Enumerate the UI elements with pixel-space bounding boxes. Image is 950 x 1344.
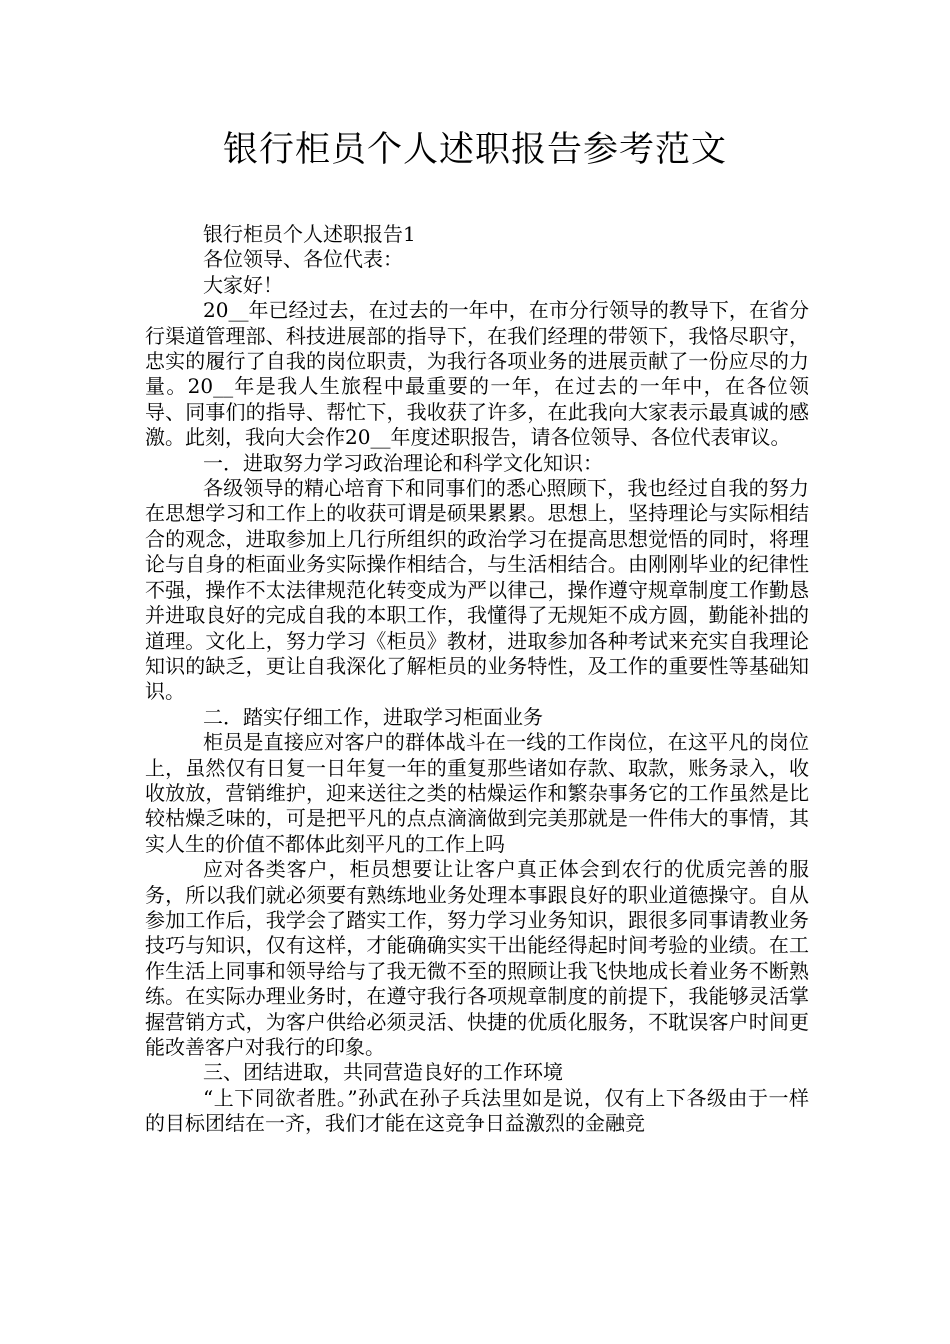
paragraph-intro: 20__年已经过去，在过去的一年中，在市分行领导的教导下，在省分行渠道管理部、科技进展部的指导下，在我们经理的带领下，我恪尽职守，忠实的履行了自我的岗位职责，为我行各项业务的进展贡献了一份应尽的力量。20__年是我人生旅程中最重要的一年，在过去的一年中，在各位领导、同事们的指导、帮忙下，我收获了许多，在此我向大家表示最真诚的感激。此刻，我向大会作20__年度述职报告，请各位领导、各位代表审议。 xyxy=(145,298,809,450)
section-heading-1: 一．进取努力学习政治理论和科学文化知识： xyxy=(203,450,603,475)
section-heading-2: 二．踏实仔细工作，进取学习柜面业务 xyxy=(203,704,543,729)
salutation: 各位领导、各位代表： xyxy=(203,247,403,272)
paragraph-section-1: 各级领导的精心培育下和同事们的悉心照顾下，我也经过自我的努力在思想学习和工作上的收获可谓是硕果累累。思想上，坚持理论与实际相结合的观念，进取参加上几行所组织的政治学习在提高思想觉悟的同时，将理论与自身的柜面业务实际操作相结合，与生活相结合。由刚刚毕业的纪律性不强，操作不太法律规范化转变成为严以律己，操作遵守规章制度工作勤恳并进取良好的完成自我的本职工作，我懂得了无规矩不成方圆，勤能补拙的道理。文化上，努力学习《柜员》教材，进取参加各种考试来充实自我理论知识的缺乏，更让自我深化了解柜员的业务特性，及工作的重要性等基础知识。 xyxy=(145,476,809,704)
paragraph-section-2a: 柜员是直接应对客户的群体战斗在一线的工作岗位，在这平凡的岗位上，虽然仅有日复一日年复一年的重复那些诸如存款、取款，账务录入，收收放放，营销维护，迎来送往之类的枯燥运作和繁杂事务它的工作虽然是比较枯燥乏味的，可是把平凡的点点滴滴做到完美那就是一件伟大的事情，其实人生的价值不都体此刻平凡的工作上吗 xyxy=(145,730,809,856)
greeting: 大家好！ xyxy=(203,272,283,297)
section-heading-3: 三、团结进取，共同营造良好的工作环境 xyxy=(203,1060,563,1085)
document-title: 银行柜员个人述职报告参考范文 xyxy=(222,130,727,170)
report-subtitle: 银行柜员个人述职报告1 xyxy=(203,222,416,246)
paragraph-section-3: “上下同欲者胜。”孙武在孙子兵法里如是说，仅有上下各级由于一样的目标团结在一齐，我们才能在这竞争日益激烈的金融竞 xyxy=(145,1085,809,1136)
document-body xyxy=(145,222,809,1137)
paragraph-section-2b: 应对各类客户，柜员想要让让客户真正体会到农行的优质完善的服务，所以我们就必须要有熟练地业务处理本事跟良好的职业道德操守。自从参加工作后，我学会了踏实工作，努力学习业务知识，跟很多同事请教业务技巧与知识，仅有这样，才能确确实实干出能经得起时间考验的业绩。在工作生活上同事和领导给与了我无微不至的照顾让我飞快地成长着业务不断熟练。在实际办理业务时，在遵守我行各项规章制度的前提下，我能够灵活掌握营销方式，为客户供给必须灵活、快捷的优质化服务，不耽误客户时间更能改善客户对我行的印象。 xyxy=(145,857,809,1059)
